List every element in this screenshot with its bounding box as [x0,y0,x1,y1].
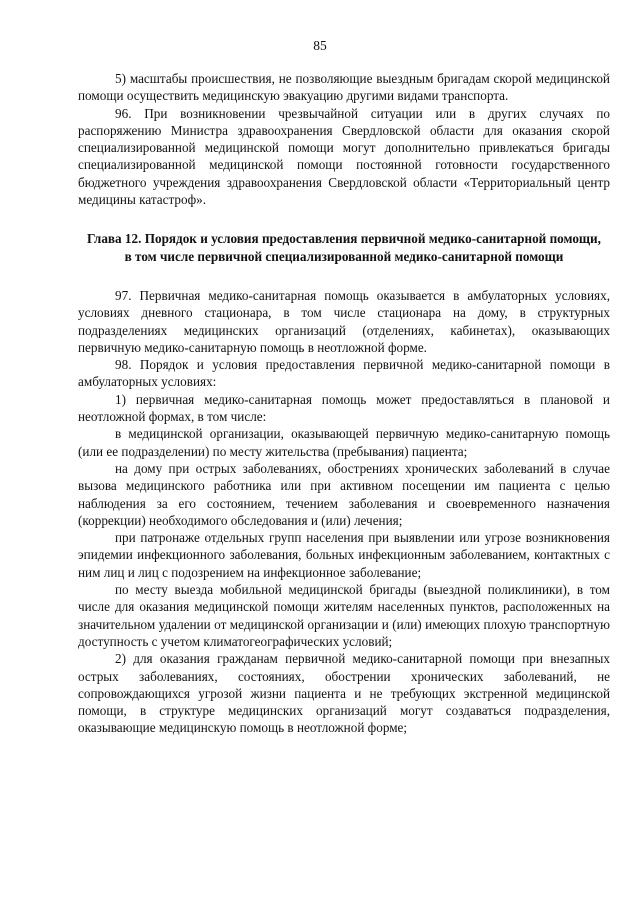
paragraph-item-5: 5) масштабы происшествия, не позволяющие выездным бригадам скорой медицинской помощи осуществить медицинскую эвакуацию другими видами транспорта. [78,71,610,104]
paragraph-98: 98. Порядок и условия предоставления первичной медико-санитарной помощи в амбулаторных условиях: [78,357,610,390]
document-body [78,70,610,737]
paragraph-98-item-1-mobile: по месту выезда мобильной медицинской бригады (выездной поликлиники), в том числе для оказания медицинской помощи жителям населенных пунктов, расположенных на значительном удалении от медицинской организации и (или) имеющих плохую транспортную доступность с учетом климатогеографических условий; [78,582,610,649]
page-number: 85 [313,38,327,53]
paragraph-98-item-1-patronage: при патронаже отдельных групп населения при выявлении или угрозе возникновения эпидемии инфекционного заболевания, больных инфекционным заболеванием, контактных с ним лиц и лиц с подозрением на инфекционное заболевание; [78,530,610,580]
paragraph-98-item-2: 2) для оказания гражданам первичной медико-санитарной помощи при внезапных острых заболеваниях, состояниях, обострении хронических заболеваний, не сопровождающихся угрозой жизни пациента и не требующих экстренной медицинской помощи, в структуре медицинских организаций могут создаваться подразделения, оказывающие медицинскую помощь в неотложной форме; [78,651,610,736]
paragraph-98-item-1: 1) первичная медико-санитарная помощь может предоставляться в плановой и неотложной формах, в том числе: [78,391,610,425]
paragraph-98-item-1-place: в медицинской организации, оказывающей первичную медико-санитарную помощь (или ее подразделении) по месту жительства (пребывания) пациента; [78,426,610,459]
paragraph-98-item-1-home: на дому при острых заболеваниях, обострениях хронических заболеваний в случае вызова медицинского работника или при активном посещении им пациента с целью наблюдения за его состоянием, течением заболевания и своевременного назначения (коррекции) необходимого обследования и (или) лечения; [78,460,610,528]
chapter-heading: Глава 12. Порядок и условия предоставления первичной медико-санитарной помощи, в том числе первичной специализированной медико-санитарной помощи [87,231,601,264]
paragraph-96: 96. При возникновении чрезвычайной ситуации или в других случаях по распоряжению Министра здравоохранения Свердловской области для оказания скорой специализированной медицинской помощи могут дополнительно привлекаться бригады специализированной медицинской помощи постоянной готовности государственного бюджетного учреждения здравоохранения Свердловской области «Территориальный центр медицины катастроф». [78,105,610,208]
paragraph-97: 97. Первичная медико-санитарная помощь оказывается в амбулаторных условиях, условиях дневного стационара, в том числе стационара на дому, в структурных подразделениях медицинских организаций (отделениях, кабинетах), оказывающих первичную медико-санитарную помощь в неотложной форме. [78,287,610,355]
